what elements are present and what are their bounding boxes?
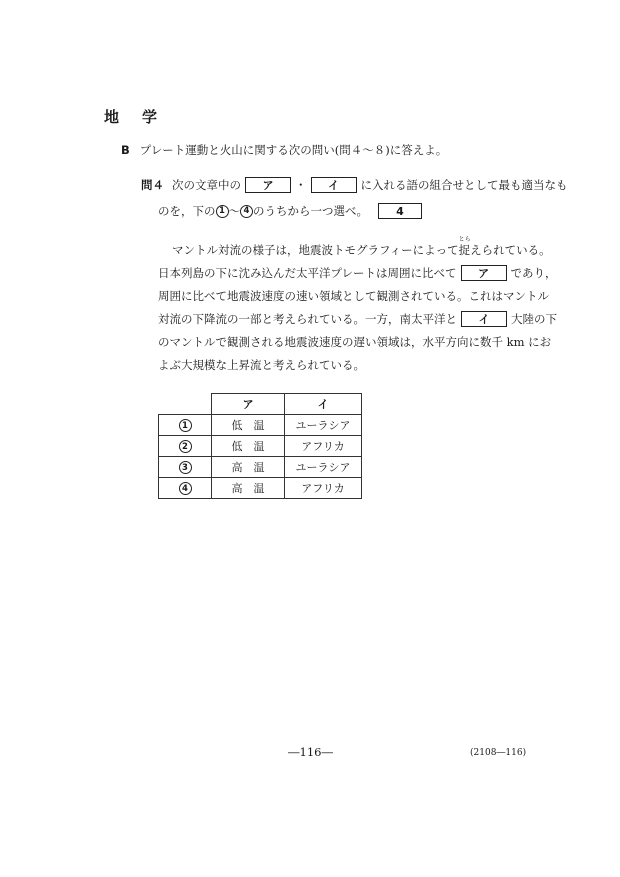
passage-line-3: 周囲に比べて地震波速度の速い領域として観測されている。これはマントル bbox=[158, 289, 549, 303]
cell-a: 高 温 bbox=[212, 478, 285, 499]
passage-text: えられている。 bbox=[470, 243, 551, 257]
passage-text: 対流の下降流の一部と考えられている。一方，南太平洋と bbox=[158, 312, 457, 326]
table-row bbox=[159, 436, 362, 457]
passage-line-4 bbox=[158, 311, 557, 327]
exam-code: (2108―116) bbox=[470, 748, 527, 758]
table-row bbox=[159, 457, 362, 478]
choice-number: 2 bbox=[179, 440, 192, 453]
choice-circle-last: 4 bbox=[240, 205, 253, 218]
cell-a: 高 温 bbox=[212, 457, 285, 478]
question-line-2 bbox=[158, 203, 426, 219]
ruby-kanji bbox=[458, 236, 471, 258]
table-row bbox=[159, 415, 362, 436]
kanji: 捉 bbox=[458, 243, 471, 257]
passage-text: 日本列島の下に沈み込んだ太平洋プレートは周囲に比べて bbox=[158, 266, 457, 280]
question-text-1b: に入れる語の組合せとして最も適当なも bbox=[360, 178, 568, 192]
table-row bbox=[159, 478, 362, 499]
range-separator: ～ bbox=[228, 204, 240, 218]
question-text-2b: のうちから一つ選べ。 bbox=[253, 204, 368, 218]
subject-heading: 地 学 bbox=[104, 108, 162, 126]
question-text-2a: のを，下の bbox=[158, 204, 216, 218]
table-header-row bbox=[159, 394, 362, 415]
passage-line-6: よぶ大規模な上昇流と考えられている。 bbox=[158, 358, 365, 372]
answer-number-box: 4 bbox=[378, 203, 422, 219]
section-text: プレート運動と火山に関する次の問い(問４～８)に答えよ。 bbox=[139, 143, 448, 157]
cell-a: 低 温 bbox=[212, 436, 285, 457]
choice-number: 1 bbox=[179, 419, 192, 432]
passage-blank-a: ア bbox=[461, 265, 507, 281]
page-number: ―116― bbox=[288, 745, 333, 759]
cell-i: アフリカ bbox=[285, 478, 362, 499]
blank-separator: ・ bbox=[295, 178, 307, 192]
blank-box-i: イ bbox=[311, 177, 357, 193]
passage-text: であり， bbox=[510, 266, 557, 280]
cell-i: ユーラシア bbox=[285, 457, 362, 478]
passage-line-5: のマントルで観測される地震波速度の遅い領域は，水平方向に数千 km にお bbox=[158, 335, 552, 349]
section-label: B bbox=[121, 143, 130, 157]
section-intro bbox=[121, 142, 447, 158]
choices-table bbox=[158, 393, 362, 499]
header-i: イ bbox=[285, 394, 362, 415]
row-number-cell bbox=[159, 478, 212, 499]
passage-blank-i: イ bbox=[461, 311, 507, 327]
row-number-cell bbox=[159, 415, 212, 436]
cell-a: 低 温 bbox=[212, 415, 285, 436]
passage-line-1 bbox=[172, 236, 551, 258]
row-number-cell bbox=[159, 436, 212, 457]
passage-text: 大陸の下 bbox=[511, 312, 557, 326]
row-number-cell bbox=[159, 457, 212, 478]
header-a: ア bbox=[212, 394, 285, 415]
choice-number: 4 bbox=[179, 482, 192, 495]
cell-i: ユーラシア bbox=[285, 415, 362, 436]
table-corner bbox=[159, 394, 212, 415]
ruby-reading: とら bbox=[458, 236, 471, 243]
question-text-1a: 次の文章中の bbox=[172, 178, 241, 192]
question-line-1 bbox=[141, 177, 568, 193]
passage-line-2 bbox=[158, 265, 557, 281]
cell-i: アフリカ bbox=[285, 436, 362, 457]
blank-box-a: ア bbox=[245, 177, 291, 193]
question-label: 問４ bbox=[141, 178, 164, 192]
choice-number: 3 bbox=[179, 461, 192, 474]
choice-circle-first: 1 bbox=[216, 205, 229, 218]
passage-text: マントル対流の様子は，地震波トモグラフィーによって bbox=[172, 243, 459, 257]
